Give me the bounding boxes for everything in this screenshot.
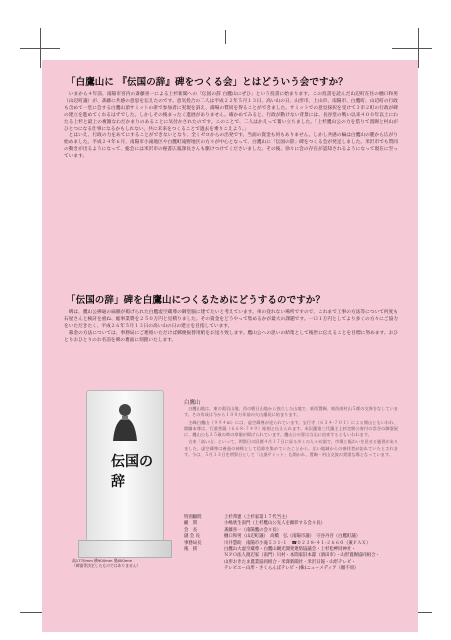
paragraph: とはいえ、行政の力をあてにすることができないとなり、全くゼロからの出発です。当面の資金も何もありません。しかし共感の輪は白鷹山の麓から広がり始めました。平成２４年６月、南陽市小滝地区や白鷹町滝野地区の方々が中心となって、白鷹山に「伝国の辞」碑をつくる会が発足しました。米沢市でも賛同の動きが出るようになって、総会には米沢市の秘書広報課長さんも駆けつけてくださいました。その後、徐々に会の存在が認知されるようになって現在に至っています。 <box>64 133 398 160</box>
crop-mark <box>40 28 41 68</box>
portrait-figure <box>109 401 141 441</box>
credit-label: 副 会 長 <box>184 534 200 540</box>
credit-label <box>184 566 224 572</box>
monument-inscription: 伝国の辞 <box>111 454 153 490</box>
paragraph: いまから４年前、南陽市宮内の斎藤喜一による上杉新聞への「伝国の辞 白鷹山にぜひ」という投書に始まります。この投書を読んだ山辺町在住の樋口和男（山辺町議）が、斎藤に共感の意思を伝えたのです。意気投合の二人は平成２２年５月１３日、高い山の日、山形市、上山市、南陽市、白鷹町、山辺町の行政も含めて一堂に会する白鷹山頂サミットの席で参加者に実現を訴え、満場の賛同を得ることができました。サミットでの意見採択を受けて３市２町の行政が碑の建立を進めてくれるはずでした。しかしその後まったく進展がありません。確かめてみると、行政が動けない背景には、長谷堂の戦い以来４００年以上にわたる上杉と最上の複雑なわだかまりのあることに気付かされたのです。このことで、二人はかえって奮い立ちました。「上杉鷹山公の力を借りて置賜と村山がひとつになる仕事になるかもしれない。共に未来をつくることで過去を乗りこえよう。」 <box>64 92 398 132</box>
credit-label: 特別顧問 <box>184 515 202 520</box>
crop-mark <box>392 48 432 49</box>
crop-mark <box>418 28 419 68</box>
crop-mark <box>225 30 226 44</box>
caption-line: （碑面等決定したものではありません） <box>72 563 141 568</box>
paragraph: 古来「高い山」といって、例祭日の旧暦４月１７日に昇る多くの人々が詣で、市場と賑わいを見せる風習がありました。虚空蔵尊は養蚕の神様として信仰を集めていたことから、広い地域からの参拝者が訪れていたとされます。今は、５月１３日を例祭日として「山頂サミット」も開かれ、置賜・村山交流の貴重な場となっています。 <box>184 439 398 457</box>
credit-label: 後 援 <box>184 547 198 553</box>
monument-illustration <box>78 390 170 558</box>
paragraph: 主峰白鷹山（９９４ｍ）には、虚空蔵尊が祀られています。宝行寺（６３４-７０１）による開山ともいわれ、開闢本尊は、行基菩薩（６６８-７４９）彫刻と伝えられます。米沢藩第三代藩主上杉定勝公寄付の雲谷の御霊屋に、鷹山公も２５歳の時の奉額が掲げられています。鷹山公の誓は当山に由来するともいわれます。 <box>184 419 398 437</box>
caption-line: 高1770mm 横900mm 奥600mm <box>72 558 133 563</box>
credit-label: 会 長 <box>184 527 198 533</box>
section-heading: 「白鷹山に 『伝国の辞』碑をつくる会」とはどういう会ですか？ <box>66 77 348 88</box>
sidebar-body <box>184 406 398 459</box>
section-heading: 「伝国の辞」碑を白鷹山につくるためにどうするのですか？ <box>66 295 326 306</box>
credit-value: 小嶋欣生南門（上杉鷹山公先人を顕彰する会々長） <box>224 521 325 527</box>
section-body <box>64 310 398 345</box>
credit-value: テレビユー山形・さくらんぼテレビ・(株)ニューメディア（順不同） <box>224 566 359 572</box>
monument-stone <box>86 390 164 542</box>
sidebar-heading: 白鷹山 <box>184 400 201 406</box>
monument-caption <box>72 558 140 568</box>
credit-value: ＮＰＯ法人渡辺家（南門）川村・本間家旧本邸（酒田市）・山形置賜協同組合・ <box>224 553 380 559</box>
section-body <box>64 92 398 161</box>
credit-value: 白鷹山大虚空蔵尊・白鷹山観光開発連絡協議会・上杉松岬同神社・ <box>224 547 356 553</box>
credit-value: 樋口和男（山辺町議） 高橋 弘（南陽市議） 守谷丹吾（白鷹町議） <box>224 534 361 540</box>
credit-value: 上杉邦憲（上杉家第１７代当主） <box>224 515 290 520</box>
paragraph: 白鷹山地は、東の奥羽山地、西の朝日山地から独立した山地で、東西置賜、東西南村山５郡の交界をなしています。その形成は今から１００万年前の火山爆発に始まります。 <box>184 406 398 418</box>
credit-value: 川井慧助 南陽市小滝５３１-１ ☎０２３８-４１-２６６０（兼ＦＡＸ） <box>224 540 371 546</box>
paragraph: 碑は、鷹山公揮毫の扁額が掲げられた白鷹虚空蔵尊の御堂脇に建てたいと考えています。車の登れない場所ですので、これまで工事の方法等について何度も石屋さんと検討を重ね、総事業費を２５０万円と見積りました。その資金をどうやって集めるかが最大の課題です。一口１万円としてより多くの方々にご協力をいただきたく、平成２６年５月１３日の高い山の日の建立を目指しています。 <box>64 310 398 329</box>
document-page <box>42 60 418 632</box>
credit-row <box>184 566 404 572</box>
paragraph: 募金の方法については、事務局にご連絡いただけば郵便振替用紙をお送り致します。鷹山公への思いの結集として後世に伝えることを目標に努めます。おひとりおひとりのお名前を碑の裏面に刻銘いたします。 <box>64 330 398 343</box>
credits-list <box>184 515 404 573</box>
credit-value: 斎藤喜一（南陽鷹の会々長） <box>224 527 282 533</box>
credit-label: 事務局長 <box>184 540 202 546</box>
credit-value: 山形おきたま農業協同組合・米澤新聞社・米沢日報・山形テレビ・ <box>224 559 356 565</box>
monument-base <box>78 540 172 558</box>
credit-label: 顧 問 <box>184 521 198 527</box>
